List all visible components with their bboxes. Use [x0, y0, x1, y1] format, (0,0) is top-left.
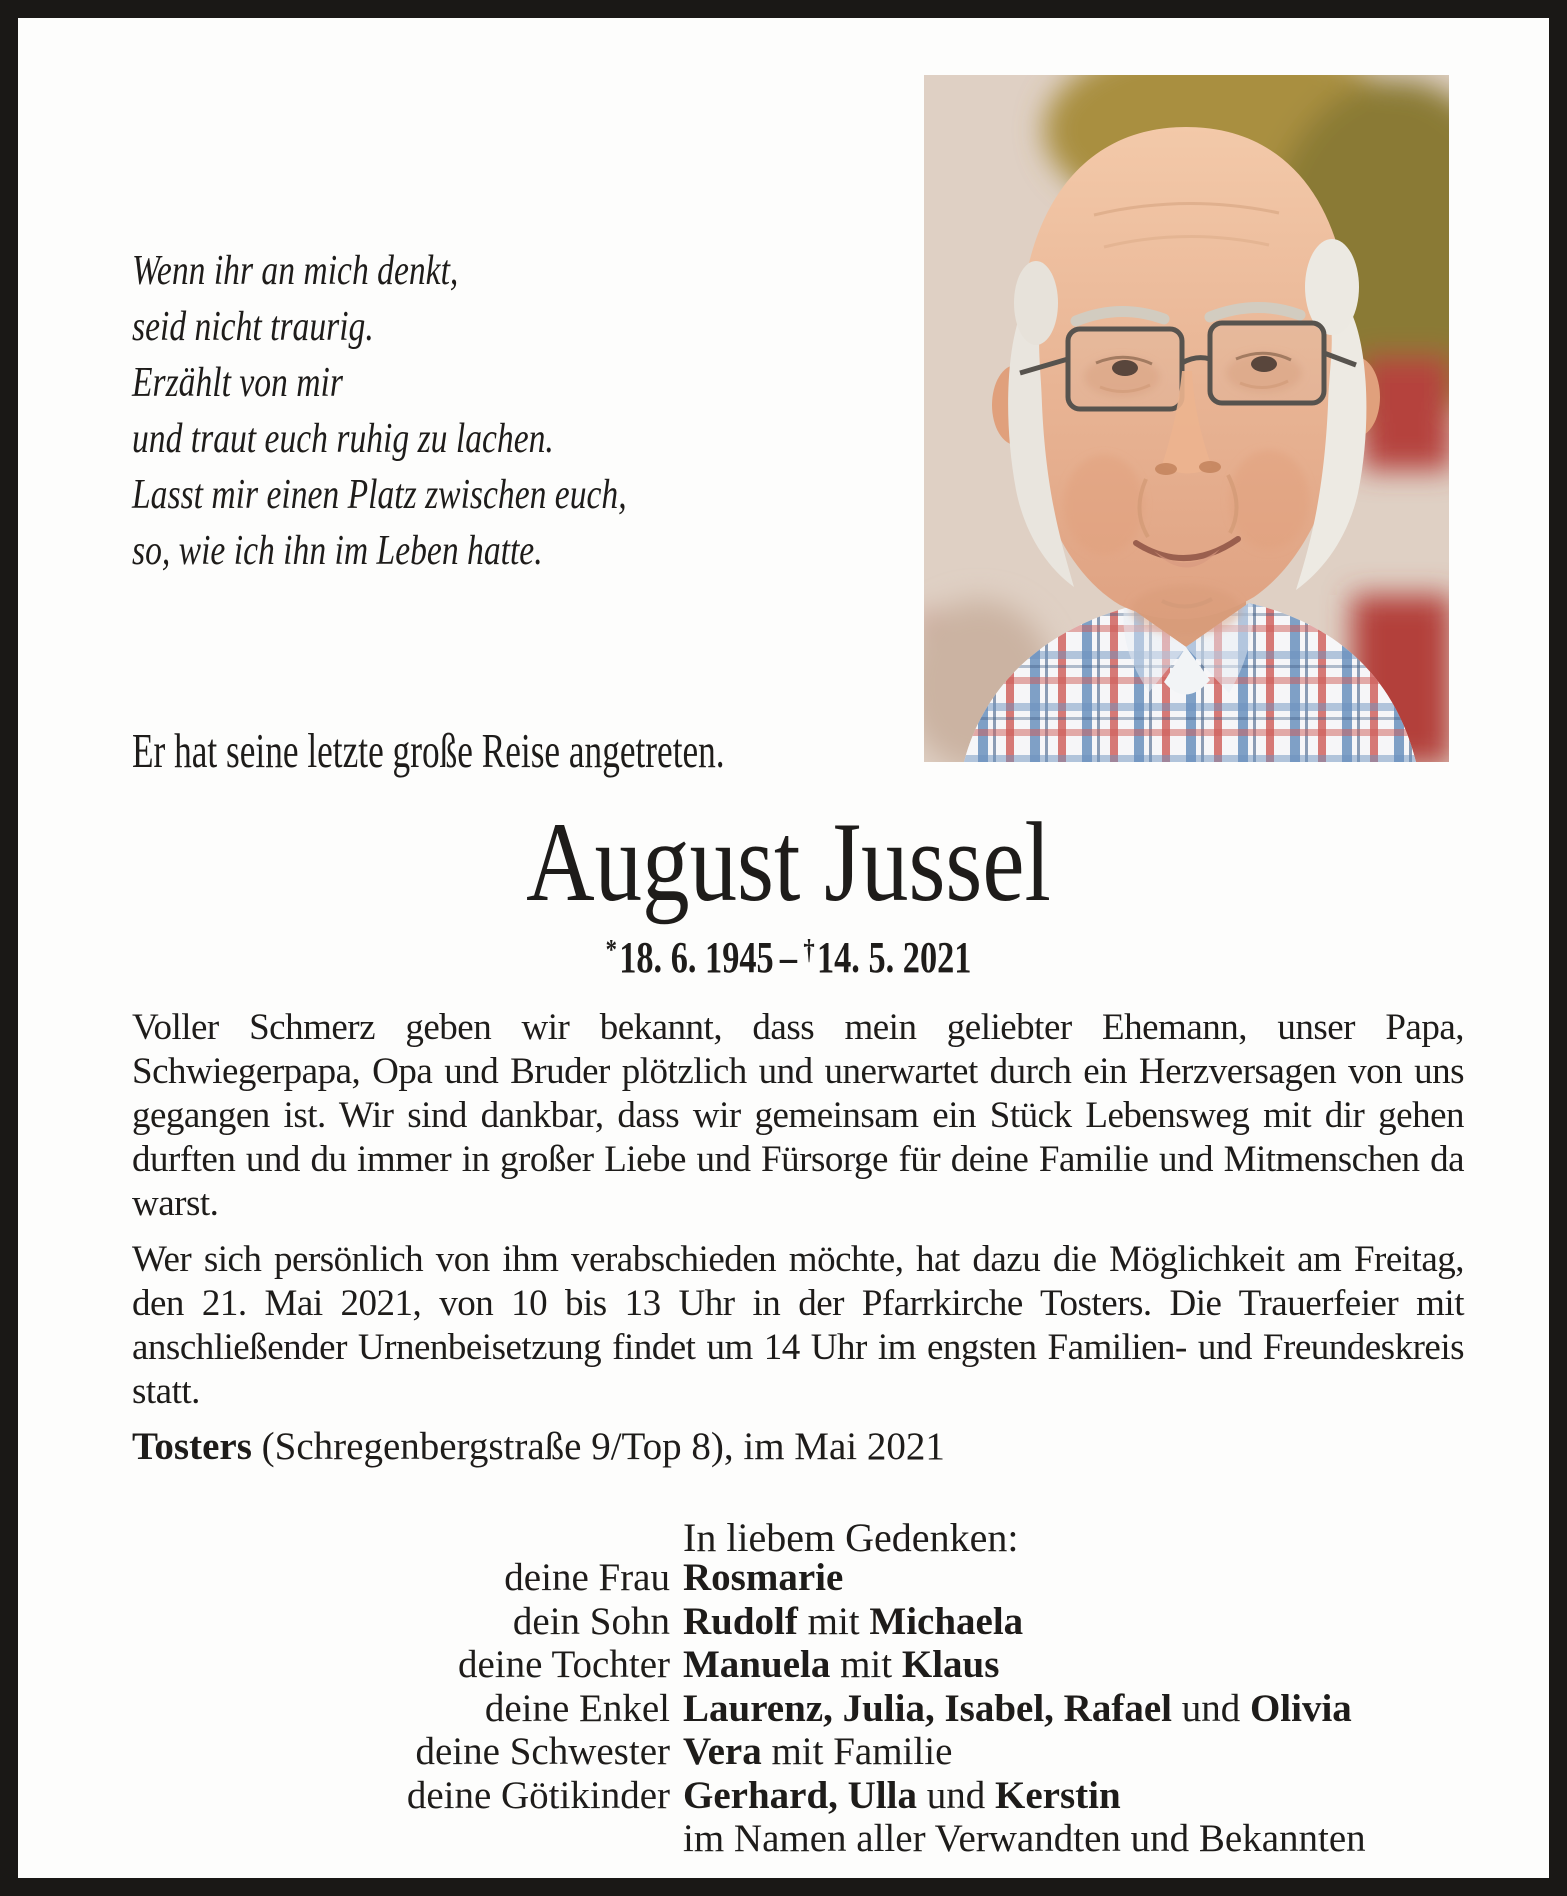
family-name: Laurenz, Julia, Isabel, Rafael: [683, 1686, 1172, 1730]
family-name-connector: mit: [797, 1599, 870, 1643]
birth-symbol: *: [605, 933, 617, 966]
death-symbol: †: [803, 933, 815, 966]
family-names: [683, 1730, 952, 1774]
family-name-connector: im Namen aller Verwandten und Bekannten: [683, 1817, 1366, 1860]
family-relation-label: deine Schwester: [415, 1730, 670, 1773]
family-name: Klaus: [901, 1643, 1000, 1686]
family-names: [683, 1600, 1023, 1644]
family-row: [132, 1643, 1465, 1687]
family-names: [683, 1556, 843, 1600]
family-row: [132, 1687, 1465, 1731]
location-place: Tosters: [132, 1425, 252, 1468]
family-names: [683, 1774, 1121, 1818]
announcement-paragraph-1: Voller Schmerz geben wir bekannt, dass mein geliebter Ehemann, unser Papa, Schwiegerpapa, Opa und Bruder plötzlich und unerwartet durch ein Herzversagen von uns gegangen ist. Wir sind dankbar, dass wir gemeinsam ein Stück Lebensweg mit dir gehen durften und du immer in großer Liebe und Fürsorge für deine Familie und Mitmenschen da warst.: [132, 1007, 1464, 1224]
life-dates: [276, 932, 1300, 983]
announcement-paragraph-2: Wer sich persönlich von ihm verabschieden möchte, hat dazu die Möglichkeit am Freitag, den 21. Mai 2021, von 10 bis 13 Uhr in der Pfarrkirche Tosters. Die Trauerfeier mit anschließender Urnenbeisetzung findet um 14 Uhr im engsten Familien- und Freundeskreis statt.: [132, 1239, 1464, 1412]
family-list: [132, 1556, 1465, 1861]
death-date: 14. 5. 2021: [816, 933, 972, 982]
location-line: [132, 1424, 945, 1469]
poem-line: Erzählt von mir: [132, 360, 343, 406]
family-relation-label: deine Frau: [504, 1556, 670, 1599]
birth-date: 18. 6. 1945: [619, 933, 774, 982]
poem-line: so, wie ich ihn im Leben hatte.: [132, 528, 543, 574]
family-name: Rosmarie: [683, 1556, 844, 1599]
family-name: Gerhard, Ulla: [683, 1773, 917, 1817]
poem-line: und traut euch ruhig zu lachen.: [132, 416, 554, 462]
family-relation-label: deine Götikinder: [406, 1773, 670, 1817]
family-row: [132, 1774, 1465, 1818]
family-relation-label: dein Sohn: [512, 1599, 670, 1643]
date-separator: –: [779, 933, 798, 982]
family-name: Manuela: [683, 1643, 831, 1686]
deceased-name: August Jussel: [526, 800, 1051, 925]
family-name-connector: mit Familie: [761, 1730, 953, 1773]
family-relation-label: [132, 1817, 670, 1861]
family-name-connector: und: [1171, 1686, 1250, 1730]
family-names: [683, 1817, 1366, 1861]
family-name-connector: und: [916, 1773, 995, 1817]
family-name: Michaela: [869, 1599, 1024, 1643]
family-names: [683, 1643, 999, 1687]
family-relation-label: deine Tochter: [457, 1643, 670, 1686]
family-row: [132, 1730, 1465, 1774]
gedenken-heading: In liebem Gedenken:: [683, 1515, 1019, 1560]
family-name-connector: mit: [830, 1643, 902, 1686]
intro-line: Er hat seine letzte große Reise angetreten.: [132, 723, 725, 778]
memorial-poem: [132, 243, 627, 579]
family-names: [683, 1687, 1352, 1731]
poem-line: Lasst mir einen Platz zwischen euch,: [132, 472, 627, 518]
family-row: [132, 1556, 1465, 1600]
portrait-photo-illustration: [924, 75, 1449, 762]
family-name: Rudolf: [683, 1599, 798, 1643]
family-row: [132, 1817, 1465, 1861]
family-name: Olivia: [1249, 1686, 1352, 1730]
family-row: [132, 1600, 1465, 1644]
family-relation-label: deine Enkel: [484, 1686, 670, 1730]
poem-line: Wenn ihr an mich denkt,: [132, 248, 459, 294]
location-rest: (Schregenbergstraße 9/Top 8), im Mai 2021: [251, 1425, 945, 1468]
family-name: Kerstin: [994, 1773, 1121, 1817]
portrait-photo: [924, 75, 1449, 762]
family-name: Vera: [683, 1730, 762, 1773]
poem-line: seid nicht traurig.: [132, 304, 374, 350]
